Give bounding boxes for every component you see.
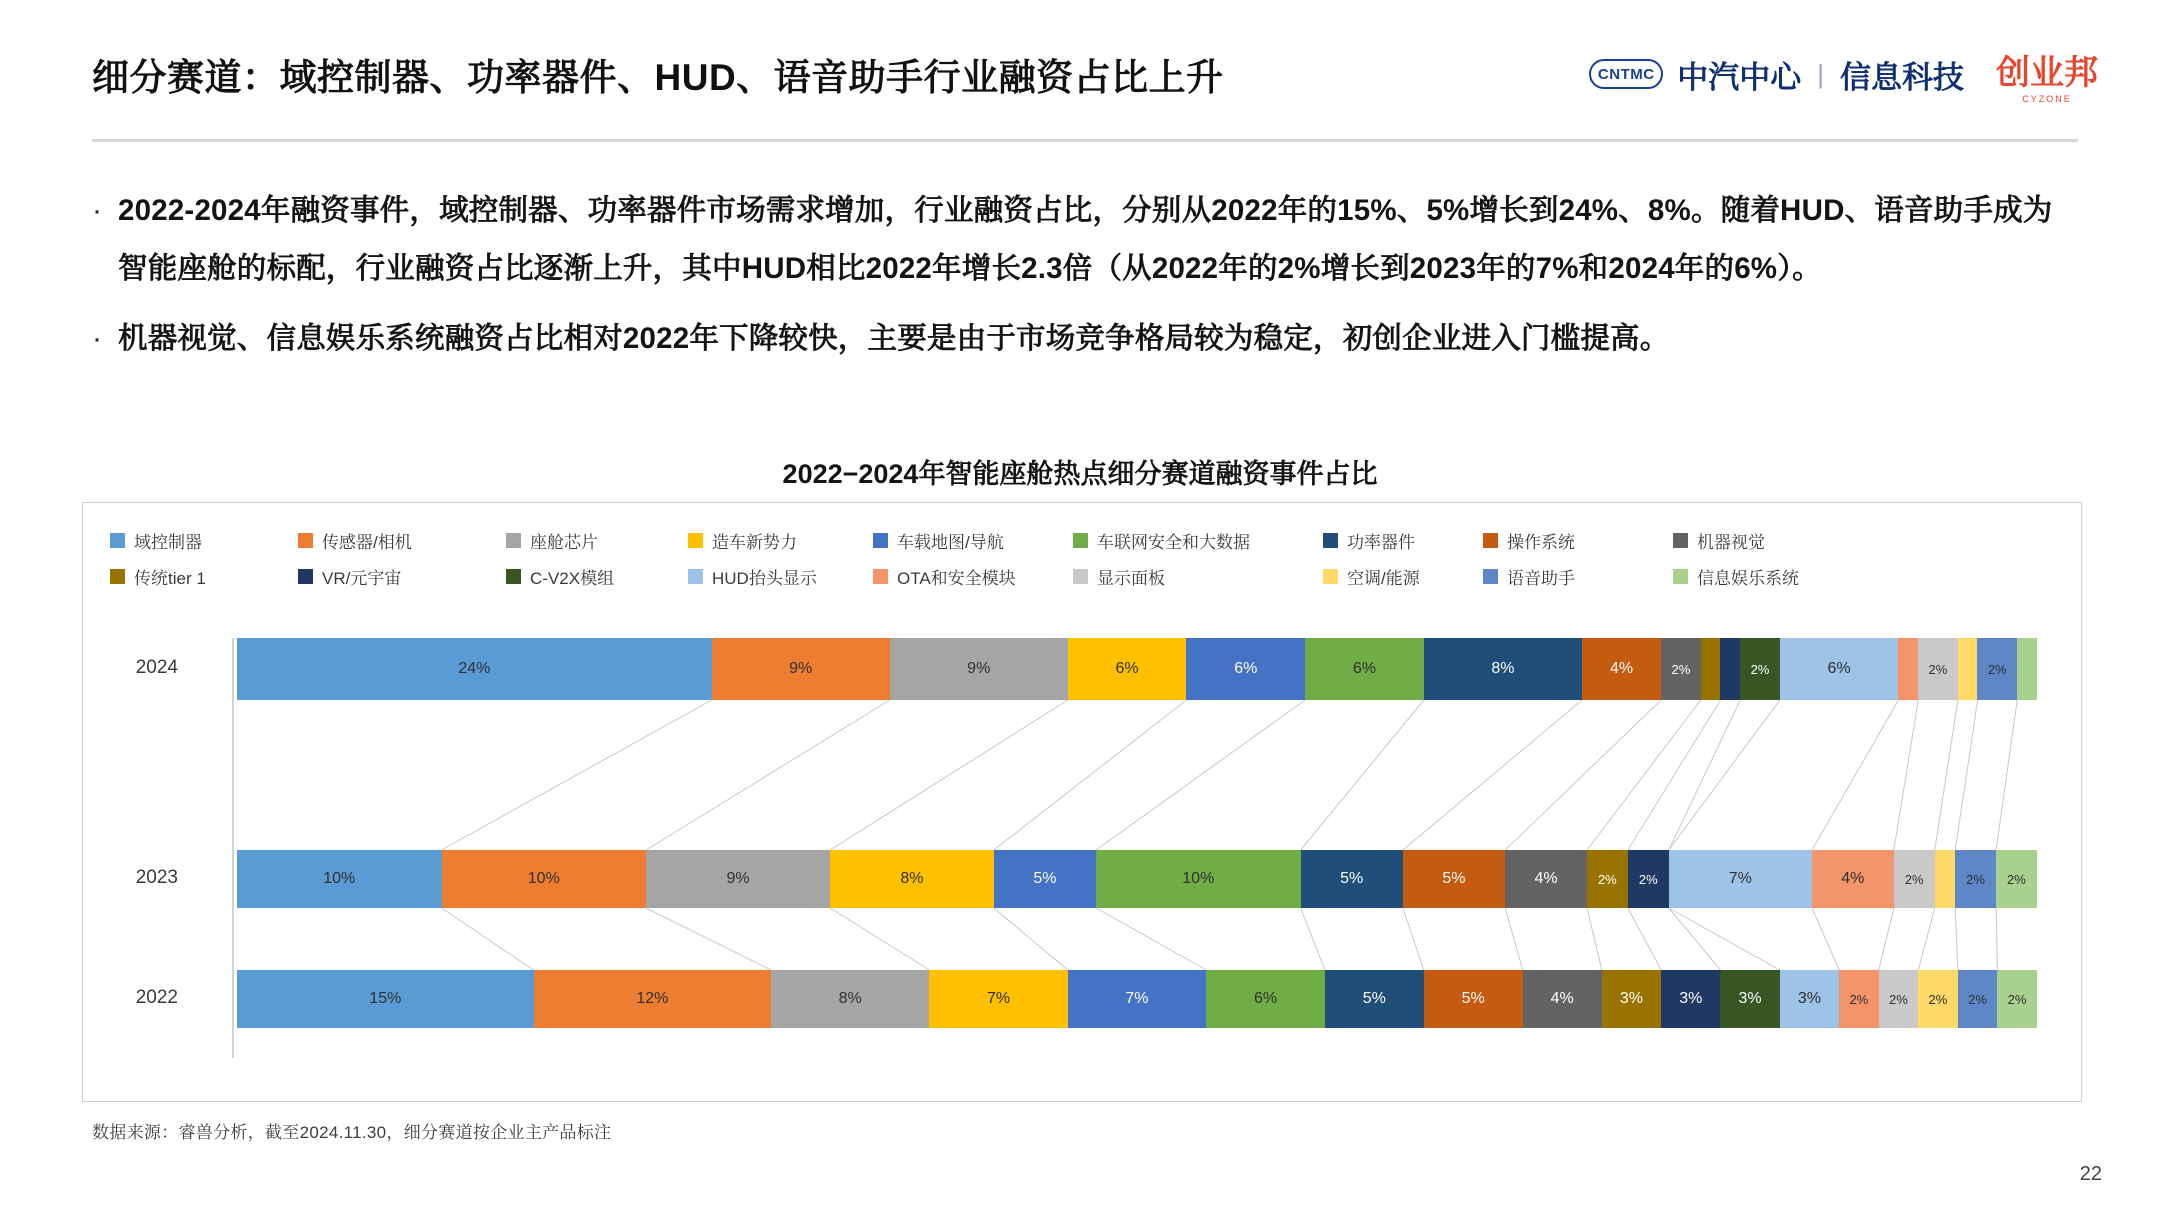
bullet-marker-icon: · <box>92 322 102 355</box>
bar-segment[interactable]: 3% <box>1661 970 1720 1028</box>
brand-separator: | <box>1817 58 1824 89</box>
legend-label: 机器视觉 <box>1697 532 1765 552</box>
bullet-marker-icon: · <box>92 194 102 227</box>
legend-label: 语音助手 <box>1507 568 1575 588</box>
bullet-text: 机器视觉、信息娱乐系统融资占比相对2022年下降较快，主要是由于市场竞争格局较为稳定，初创企业进入门槛提高。 <box>118 322 1670 355</box>
bar-segment[interactable]: 3% <box>1720 970 1779 1028</box>
brand-name: 中汽中心 <box>1677 59 1802 95</box>
legend-label: 车联网安全和大数据 <box>1097 532 1250 552</box>
legend-label: 传统tier 1 <box>134 568 206 588</box>
legend-swatch-icon <box>298 533 313 548</box>
bar-segment[interactable] <box>1701 638 1721 700</box>
legend-label: C-V2X模组 <box>530 568 615 588</box>
bar-segment[interactable]: 2% <box>1958 970 1998 1028</box>
legend-label: 操作系统 <box>1507 532 1575 552</box>
legend-item[interactable] <box>110 564 298 589</box>
legend-item[interactable] <box>298 528 506 553</box>
bullet-text: 2022-2024年融资事件，域控制器、功率器件市场需求增加，行业融资占比，分别从2022年的15%、5%增长到24%、8%。随着HUD、语音助手成为智能座舱的标配，行业融资占比逐渐上升，其中HUD相比2022年增长2.3倍（从2022年的2%增长到2023年的7%和2024年的6%）。 <box>118 194 2053 285</box>
legend-label: VR/元宇宙 <box>322 568 402 588</box>
cyzone-logo-sub: CYZONE <box>2022 93 2072 104</box>
bar-segment[interactable]: 24% <box>237 638 712 700</box>
legend-item[interactable] <box>1483 564 1673 589</box>
legend-item[interactable] <box>688 528 873 553</box>
bar-segment[interactable]: 5% <box>1403 850 1505 908</box>
bar-segment[interactable]: 7% <box>1068 970 1206 1028</box>
slide-header <box>0 0 2160 148</box>
bar-segment[interactable]: 5% <box>1301 850 1403 908</box>
legend-item[interactable] <box>1483 528 1673 553</box>
legend-item[interactable] <box>1073 564 1323 589</box>
chart-legend <box>110 522 2060 594</box>
bar-segment[interactable]: 6% <box>1068 638 1187 700</box>
bar-segment[interactable]: 9% <box>890 638 1068 700</box>
bar-segment[interactable]: 5% <box>1325 970 1424 1028</box>
legend-label: 功率器件 <box>1347 532 1415 552</box>
bar-segment[interactable]: 5% <box>1424 970 1523 1028</box>
legend-swatch-icon <box>1323 569 1338 584</box>
legend-item[interactable] <box>1323 564 1483 589</box>
list-item <box>92 310 2082 368</box>
legend-label: 座舱芯片 <box>530 532 598 552</box>
bar-segment[interactable]: 2% <box>1996 850 2037 908</box>
legend-label: 域控制器 <box>134 532 202 552</box>
bar-segment[interactable]: 2% <box>1628 850 1669 908</box>
list-item <box>92 182 2082 298</box>
legend-row <box>110 522 2060 558</box>
bar-segment[interactable]: 10% <box>1096 850 1301 908</box>
bar-segment[interactable]: 2% <box>1997 970 2037 1028</box>
legend-item[interactable] <box>1073 528 1323 553</box>
y-axis-tick-label: 2022 <box>135 987 178 1008</box>
brand-subname: 信息科技 <box>1840 59 1964 95</box>
bar-segment[interactable]: 6% <box>1206 970 1325 1028</box>
bar-segment[interactable] <box>1720 638 1740 700</box>
bar-segment[interactable] <box>1935 850 1955 908</box>
bullet-list <box>92 182 2082 380</box>
legend-swatch-icon <box>1673 569 1688 584</box>
cyzone-logo-text: 创业邦 <box>1996 53 2098 92</box>
legend-swatch-icon <box>1073 533 1088 548</box>
page-number: 22 <box>2079 1163 2102 1185</box>
legend-item[interactable] <box>110 528 298 553</box>
legend-swatch-icon <box>1323 533 1338 548</box>
legend-label: 空调/能源 <box>1347 568 1420 588</box>
page-title: 细分赛道：域控制器、功率器件、HUD、语音助手行业融资占比上升 <box>92 57 1224 98</box>
legend-item[interactable] <box>688 564 873 589</box>
bar-segment[interactable]: 7% <box>1669 850 1812 908</box>
bar-segment[interactable]: 9% <box>646 850 830 908</box>
legend-swatch-icon <box>506 533 521 548</box>
legend-label: 信息娱乐系统 <box>1697 568 1799 588</box>
legend-swatch-icon <box>506 569 521 584</box>
bar-segment[interactable]: 15% <box>237 970 534 1028</box>
legend-label: HUD抬头显示 <box>712 568 817 588</box>
legend-swatch-icon <box>688 569 703 584</box>
bar-segment[interactable]: 2% <box>1918 638 1958 700</box>
bar-segment[interactable]: 8% <box>830 850 994 908</box>
y-axis-line <box>232 638 234 1058</box>
bar-segment[interactable]: 2% <box>1879 970 1919 1028</box>
stacked-bar-2022 <box>237 970 2037 1028</box>
legend-item[interactable] <box>1673 564 1853 589</box>
legend-label: 造车新势力 <box>712 532 797 552</box>
bar-segment[interactable]: 2% <box>1918 970 1958 1028</box>
bar-segment[interactable]: 3% <box>1780 970 1839 1028</box>
legend-item[interactable] <box>873 528 1073 553</box>
legend-item[interactable] <box>506 528 688 553</box>
bar-segment[interactable]: 4% <box>1582 638 1661 700</box>
legend-swatch-icon <box>873 533 888 548</box>
bar-segment[interactable]: 7% <box>929 970 1067 1028</box>
bar-segment[interactable]: 2% <box>1661 638 1701 700</box>
bar-segment[interactable]: 5% <box>994 850 1096 908</box>
legend-item[interactable] <box>298 564 506 589</box>
legend-label: OTA和安全模块 <box>897 568 1016 588</box>
legend-swatch-icon <box>1483 533 1498 548</box>
bar-segment[interactable]: 8% <box>771 970 929 1028</box>
legend-swatch-icon <box>873 569 888 584</box>
bar-segment[interactable]: 3% <box>1602 970 1661 1028</box>
bar-segment[interactable]: 8% <box>1424 638 1582 700</box>
legend-label: 车载地图/导航 <box>897 532 1004 552</box>
chart-plot-area <box>82 620 2082 1090</box>
bar-segment[interactable]: 2% <box>1839 970 1879 1028</box>
bar-segment[interactable]: 4% <box>1505 850 1587 908</box>
bar-segment[interactable]: 2% <box>1740 638 1780 700</box>
bar-segment[interactable]: 10% <box>442 850 647 908</box>
bar-segment[interactable]: 6% <box>1186 638 1305 700</box>
legend-swatch-icon <box>298 569 313 584</box>
legend-swatch-icon <box>1073 569 1088 584</box>
bar-segment[interactable] <box>2017 638 2037 700</box>
y-axis-tick-label: 2024 <box>135 657 178 678</box>
bar-segment[interactable]: 2% <box>1894 850 1935 908</box>
bar-segment[interactable] <box>1958 638 1978 700</box>
legend-label: 传感器/相机 <box>322 532 412 552</box>
legend-swatch-icon <box>1483 569 1498 584</box>
stacked-bar-2023 <box>237 850 2037 908</box>
bar-segment[interactable]: 6% <box>1305 638 1424 700</box>
source-note: 数据来源：睿兽分析，截至2024.11.30，细分赛道按企业主产品标注 <box>92 1123 612 1142</box>
y-axis-tick-label: 2023 <box>135 867 178 888</box>
legend-item[interactable] <box>873 564 1073 589</box>
legend-swatch-icon <box>110 533 125 548</box>
legend-item[interactable] <box>1323 528 1483 553</box>
bar-segment[interactable]: 4% <box>1812 850 1894 908</box>
header-divider <box>92 139 2078 142</box>
legend-swatch-icon <box>1673 533 1688 548</box>
legend-item[interactable] <box>506 564 688 589</box>
legend-swatch-icon <box>110 569 125 584</box>
legend-row <box>110 558 2060 594</box>
bar-segment[interactable]: 10% <box>237 850 442 908</box>
cntmc-logo-icon: CNTMC <box>1589 59 1663 89</box>
brand-lockup <box>1589 45 2098 104</box>
stacked-bar-2024 <box>237 638 2037 700</box>
bar-segment[interactable]: 9% <box>712 638 890 700</box>
cyzone-logo <box>1996 45 2098 104</box>
legend-swatch-icon <box>688 533 703 548</box>
legend-item[interactable] <box>1673 528 1853 553</box>
bar-segment[interactable]: 2% <box>1587 850 1628 908</box>
bar-segment[interactable]: 6% <box>1780 638 1899 700</box>
bar-segment[interactable] <box>1898 638 1918 700</box>
legend-label: 显示面板 <box>1097 568 1165 588</box>
chart-title: 2022−2024年智能座舱热点细分赛道融资事件占比 <box>782 459 1378 489</box>
bar-segment[interactable]: 12% <box>534 970 771 1028</box>
bar-segment[interactable]: 2% <box>1955 850 1996 908</box>
bar-segment[interactable]: 4% <box>1523 970 1602 1028</box>
bar-segment[interactable]: 2% <box>1977 638 2017 700</box>
